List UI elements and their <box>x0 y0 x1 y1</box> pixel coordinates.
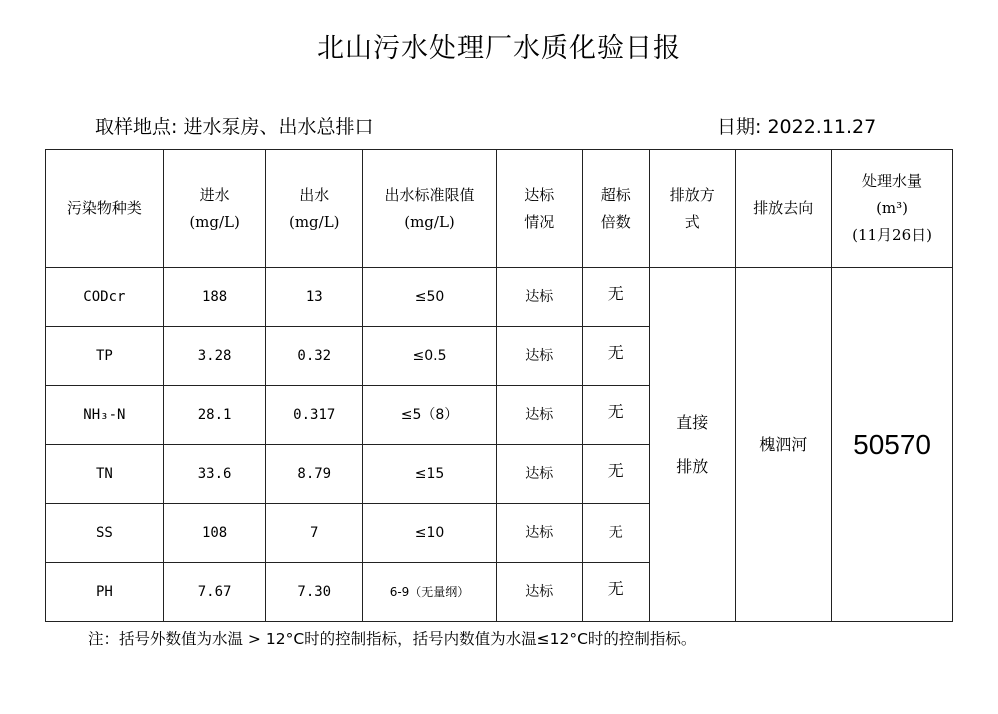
compliance-cell: 达标 <box>496 504 582 563</box>
limit-cell: ≤15 <box>363 445 497 504</box>
pollutant-cell: TN <box>46 445 164 504</box>
header-discharge-method: 排放方 式 <box>649 150 735 268</box>
volume-cell: 50570 <box>832 268 953 622</box>
compliance-cell: 达标 <box>496 268 582 327</box>
compliance-cell: 达标 <box>496 563 582 622</box>
pollutant-cell: TP <box>46 327 164 386</box>
limit-cell: ≤0.5 <box>363 327 497 386</box>
outflow-cell: 13 <box>266 268 363 327</box>
limit-cell: ≤50 <box>363 268 497 327</box>
outflow-cell: 0.32 <box>266 327 363 386</box>
header-row <box>46 150 953 268</box>
inflow-cell: 108 <box>163 504 266 563</box>
header-pollutant: 污染物种类 <box>46 150 164 268</box>
sample-location: 取样地点: 进水泵房、出水总排口 <box>95 116 374 138</box>
header-inflow: 进水 (mg/L) <box>163 150 266 268</box>
inflow-cell: 188 <box>163 268 266 327</box>
exceed-cell: 无 <box>582 268 649 327</box>
inflow-cell: 28.1 <box>163 386 266 445</box>
compliance-cell: 达标 <box>496 327 582 386</box>
header-outflow: 出水 (mg/L) <box>266 150 363 268</box>
header-destination: 排放去向 <box>735 150 832 268</box>
outflow-cell: 7 <box>266 504 363 563</box>
report-title: 北山污水处理厂水质化验日报 <box>317 33 681 64</box>
outflow-cell: 7.30 <box>266 563 363 622</box>
inflow-cell: 33.6 <box>163 445 266 504</box>
pollutant-cell: SS <box>46 504 164 563</box>
exceed-cell: 无 <box>582 386 649 445</box>
compliance-cell: 达标 <box>496 445 582 504</box>
pollutant-cell: NH₃-N <box>46 386 164 445</box>
inflow-cell: 7.67 <box>163 563 266 622</box>
discharge-method-cell: 直接 排放 <box>649 268 735 622</box>
header-compliance: 达标 情况 <box>496 150 582 268</box>
header-volume: 处理水量 (m³) (11月26日) <box>832 150 953 268</box>
limit-cell: ≤10 <box>363 504 497 563</box>
destination-cell: 槐泗河 <box>735 268 832 622</box>
outflow-cell: 8.79 <box>266 445 363 504</box>
footnote: 注：括号外数值为水温 > 12°C时的控制指标，括号内数值为水温≤12°C时的控制指标。 <box>88 630 697 648</box>
exceed-cell: 无 <box>582 327 649 386</box>
header-exceed: 超标 倍数 <box>582 150 649 268</box>
pollutant-cell: PH <box>46 563 164 622</box>
report-date: 日期: 2022.11.27 <box>717 116 877 138</box>
header-limit: 出水标准限值 (mg/L) <box>363 150 497 268</box>
exceed-cell: 无 <box>582 504 649 563</box>
limit-cell: 6-9（无量纲） <box>363 563 497 622</box>
exceed-cell: 无 <box>582 563 649 622</box>
table-row <box>46 268 953 327</box>
outflow-cell: 0.317 <box>266 386 363 445</box>
inflow-cell: 3.28 <box>163 327 266 386</box>
exceed-cell: 无 <box>582 445 649 504</box>
limit-cell: ≤5（8） <box>363 386 497 445</box>
water-quality-table <box>45 149 953 622</box>
pollutant-cell: CODcr <box>46 268 164 327</box>
compliance-cell: 达标 <box>496 386 582 445</box>
